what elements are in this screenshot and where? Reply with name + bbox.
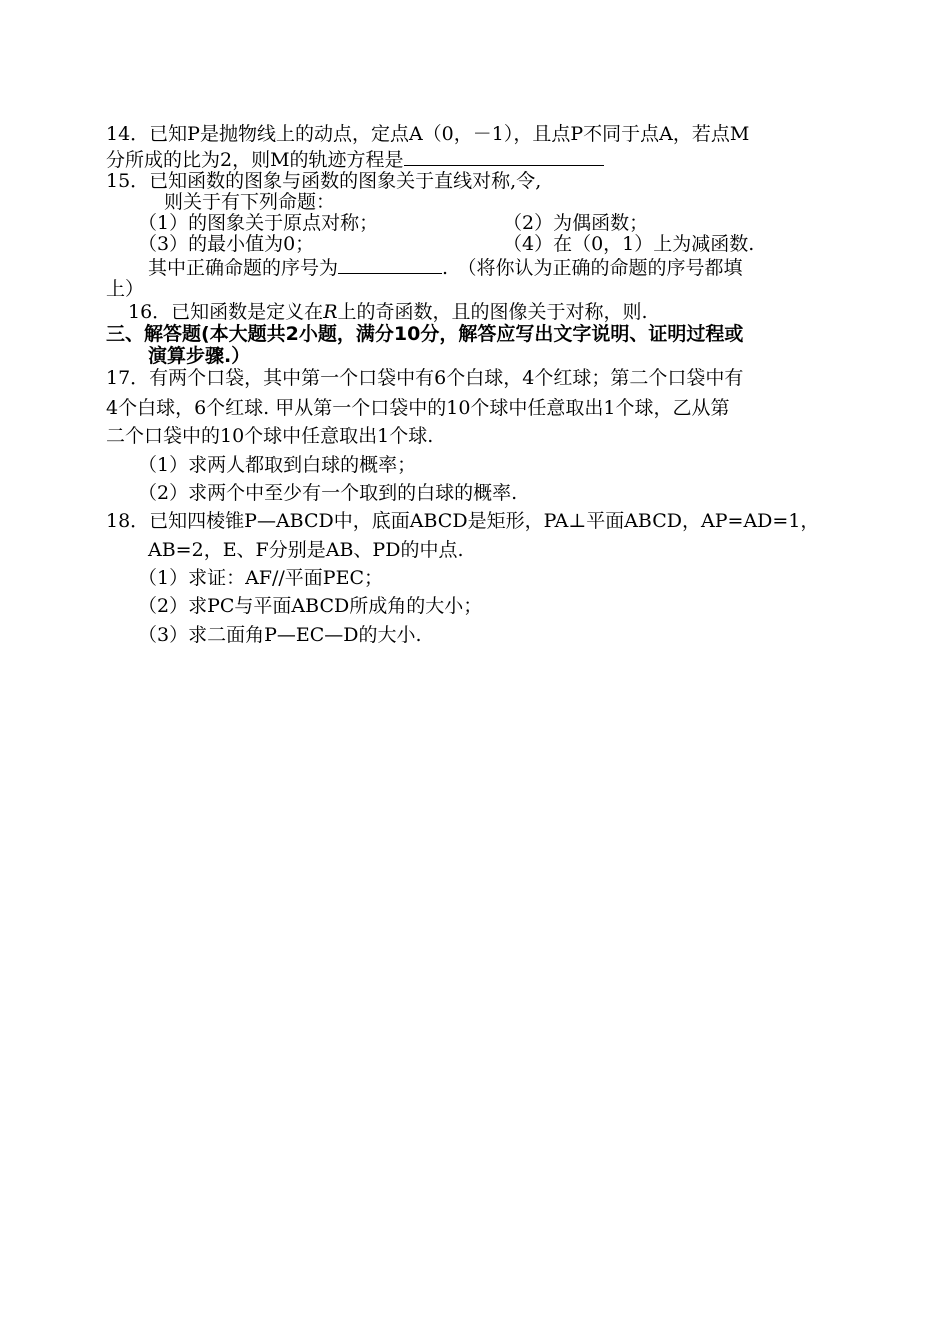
q17-line-1: 17．有两个口袋，其中第一个口袋中有6个白球，4个红球；第二个口袋中有 bbox=[106, 367, 744, 389]
q15-line-5-b: . （将你认为正确的命题的序号都填 bbox=[442, 257, 743, 279]
q15-line-2: 则关于有下列命题： bbox=[164, 191, 336, 213]
q15-line-1: 15．已知函数的图象与函数的图象关于直线对称,令, bbox=[106, 170, 542, 192]
q14-line-1: 14．已知P是抛物线上的动点，定点A（0，－1），且点P不同于点A，若点M bbox=[106, 123, 750, 145]
q17-line-2: 4个白球，6个红球. 甲从第一个口袋中的10个球中任意取出1个球，乙从第 bbox=[106, 397, 730, 419]
q15-option-1: （1）的图象关于原点对称； bbox=[138, 212, 379, 234]
q14-line-2-text: 分所成的比为2，则M的轨迹方程是 bbox=[106, 149, 404, 171]
q15-line-6: 上） bbox=[106, 278, 145, 300]
section-3-heading-line-1: 三、解答题(本大题共2小题，满分10分，解答应写出文字说明、证明过程或 bbox=[106, 323, 744, 345]
q18-line-2: AB=2，E、F分别是AB、PD的中点. bbox=[148, 539, 464, 561]
q17-line-3: 二个口袋中的10个球中任意取出1个球. bbox=[106, 425, 434, 447]
q16-variable-r: R bbox=[323, 301, 338, 323]
q15-answer-blank bbox=[338, 255, 442, 274]
q14-answer-blank bbox=[404, 147, 604, 166]
q15-line-5-a: 其中正确命题的序号为 bbox=[148, 257, 339, 279]
q18-sub-2: （2）求PC与平面ABCD所成角的大小； bbox=[138, 595, 483, 617]
q16-text-post: 上的奇函数，且的图像关于对称，则. bbox=[337, 301, 648, 323]
q18-sub-3: （3）求二面角P—EC—D的大小. bbox=[138, 624, 422, 646]
q16-text-pre: 16．已知函数是定义在 bbox=[128, 301, 324, 323]
q17-sub-2: （2）求两个中至少有一个取到的白球的概率. bbox=[138, 482, 518, 504]
q17-sub-1: （1）求两人都取到白球的概率； bbox=[138, 454, 417, 476]
section-3-heading-line-2: 演算步骤.） bbox=[148, 345, 251, 367]
q18-sub-1: （1）求证：AF//平面PEC； bbox=[138, 567, 383, 589]
q15-option-4: （4）在（0，1）上为减函数. bbox=[503, 233, 755, 255]
q15-option-2: （2）为偶函数； bbox=[503, 212, 649, 234]
q15-line-5 bbox=[148, 255, 743, 280]
q16-line bbox=[128, 300, 648, 324]
q18-line-1: 18．已知四棱锥P—ABCD中，底面ABCD是矩形，PA⊥平面ABCD，AP=AD=1， bbox=[106, 510, 820, 532]
q15-option-3: （3）的最小值为0； bbox=[138, 233, 315, 255]
